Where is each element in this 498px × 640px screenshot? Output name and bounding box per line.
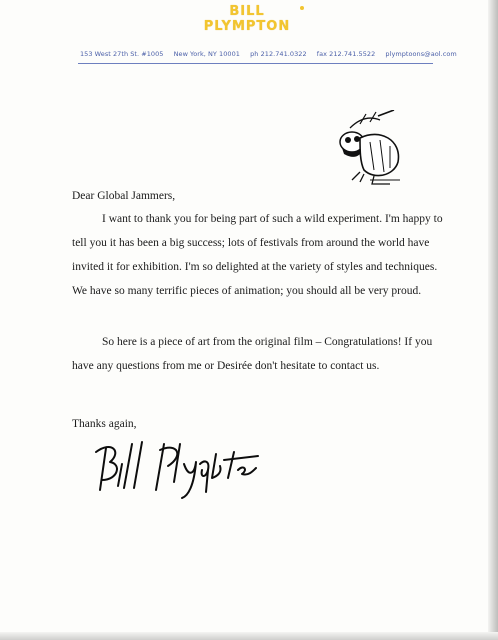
- letterhead-contact: [80, 50, 457, 58]
- letter-paragraph: So here is a piece of art from the original film – Congratulations! If you have any questions from me or Desirée don't hesitate to contact us.: [72, 336, 433, 372]
- letterhead-dot: [300, 6, 304, 10]
- letterhead-email: plymptoons@aol.com: [385, 50, 457, 58]
- letter-salutation: Dear Global Jammers,: [72, 190, 176, 202]
- letter-paragraph: I want to thank you for being part of such a wild experiment. I'm happy to tell you it has been a big success; lots of festivals from around the world have invited it for exhibition. I'm so delighted at the variety of styles and techniques. We have so many terrific pieces of animation; you should all be very proud.: [72, 213, 443, 297]
- paper-edge-right: [488, 0, 498, 640]
- letterhead-city: New York, NY 10001: [173, 50, 240, 58]
- letterhead-address: 153 West 27th St. #1005: [80, 50, 164, 58]
- cartoon-doodle-illustration: [330, 110, 410, 190]
- handwritten-signature: [88, 430, 268, 500]
- letterhead-divider: [78, 63, 433, 64]
- letter-closing: Thanks again,: [72, 418, 137, 430]
- letterhead-fax: fax 212.741.5522: [316, 50, 376, 58]
- letterhead-phone: ph 212.741.0322: [250, 50, 307, 58]
- paper-edge-bottom: [0, 632, 498, 640]
- letterhead-logo: BILL PLYMPTON: [203, 4, 291, 34]
